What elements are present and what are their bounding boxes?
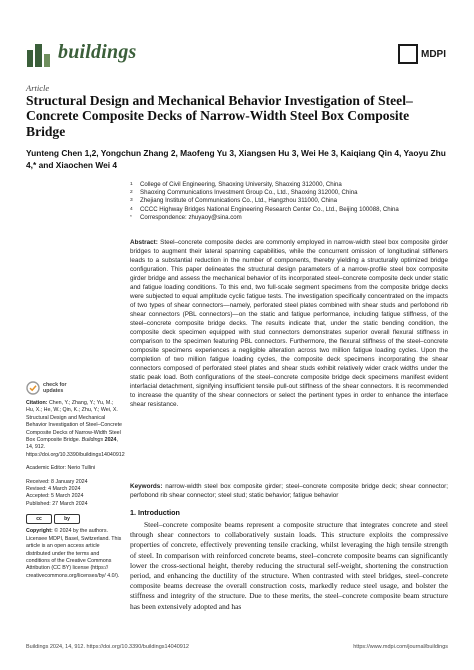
publisher-name: MDPI xyxy=(421,48,446,60)
check-for-updates-button[interactable] xyxy=(26,380,122,396)
affiliation-text: CCCC Highway Bridges National Engineering Research Center Co., Ltd., Beijing 100088, China xyxy=(140,205,399,213)
publisher-logo xyxy=(398,43,448,65)
page-footer xyxy=(26,644,448,654)
affiliation-number: 2 xyxy=(130,190,133,196)
footer-citation[interactable]: Buildings 2024, 14, 912. https://doi.org/10.3390/buildings14040912 xyxy=(26,644,189,650)
citation-volume[interactable]: , 14, 912. https://doi.org/10.3390/buildings14040912 xyxy=(26,437,125,458)
abstract xyxy=(130,238,448,409)
affiliation-item xyxy=(130,206,450,214)
received-date: Received: 8 January 2024 xyxy=(26,478,88,485)
introduction-text: Steel–concrete composite beams represent a composite structure that integrates concrete and steel through shear connectors to collaboratively sustain loads. This structure exploits the compressive properties of concrete, effectively preventing tensile cracking, whilst leveraging the high tensile strength of steel. In comparison with reinforced concrete beams, steel–concrete composite beams can significantly lower the cross-sectional height, thereby reducing the structural self-weight, shortening the construction period, and enhancing the ductility of the structure. When contrasted with steel bridges, steel–concrete composite beams decrease the overall construction costs, markedly reduce steel usage, and bolster the stiffness and integrity of the structure. Due to these merits, the steel–concrete composite beam structure has been extensively adopted and has xyxy=(130,520,448,611)
citation-label: Citation: xyxy=(26,400,48,406)
copyright-text: © 2024 by the authors. Licensee MDPI, Basel, Switzerland. This article is an open access article distributed under the terms and conditions of the Creative Commons Attribution (CC BY) license (https:// creativecommons.org/licenses/by/ 4.0/). xyxy=(26,528,122,579)
check-updates-icon xyxy=(26,381,40,395)
footer-journal-url[interactable]: https://www.mdpi.com/journal/buildings xyxy=(353,644,448,650)
section-heading: 1. Introduction xyxy=(130,508,180,517)
affiliation-number: 3 xyxy=(130,198,133,204)
journal-name: buildings xyxy=(58,41,137,63)
affiliation-text: Shaoxing Communications Investment Group Co., Ltd., Shaoxing 312000, China xyxy=(140,189,358,197)
article-type: Article xyxy=(26,83,50,93)
citation-year: 2024 xyxy=(104,437,117,444)
academic-editor: Academic Editor: Nerio Tullini xyxy=(26,465,96,472)
affiliation-item xyxy=(130,189,450,197)
correspondence-email[interactable]: Correspondence: zhuyaoy@sina.com xyxy=(140,213,242,221)
copyright xyxy=(26,528,122,580)
abstract-label: Abstract: xyxy=(130,239,158,246)
article-sidebar xyxy=(26,380,125,580)
cc-by-badge[interactable] xyxy=(26,514,122,524)
published-date: Published: 27 March 2024 xyxy=(26,500,88,507)
affiliation-text: Zhejiang Institute of Communications Co., Ltd., Hangzhou 311000, China xyxy=(140,197,338,205)
updates-line2: updates xyxy=(43,388,64,394)
mdpi-logo-icon xyxy=(398,44,418,64)
affiliation-number: 4 xyxy=(130,206,133,212)
updates-line1: check for xyxy=(43,381,67,388)
author-list: Yunteng Chen 1,2, Yongchun Zhang 2, Maofeng Yu 3, Xiangsen Hu 3, Wei He 3, Kaiqiang Qin 4, Yaoyu Zhu 4,* and Xiaochen Wei 4 xyxy=(26,148,446,170)
correspondence xyxy=(130,214,450,222)
keywords xyxy=(130,482,448,500)
affiliation-text: College of Civil Engineering, Shaoxing University, Shaoxing 312000, China xyxy=(140,181,342,188)
abstract-text: Steel–concrete composite decks are commonly employed in narrow-width steel box composite girder bridges to augment their lateral spanning capabilities, while the concurrent omission of longitudinal stiffeners leads to a substantial reduction in the number of components, thereby yielding a structurally optimized bridge configuration. This paper delineates the structural design parameters of a narrow-profile steel box composite girder bridge and assess the mechanical behavior of its incorporated steel–concrete composite deck under static and fatigue loading conditions. To this end, two full-scale segment specimens from the composite bridge decks were subjected to equal amplitude cyclic fatigue tests. The investigation specifically concentrated on the impacts of two types of shear connectors—namely, perforated steel plates combined with shear studs and perfobond rib shear connectors (PBL connectors)—on the static and fatigue performance, including fatigue stiffness, of the steel–concrete composite bridge decks. The results indicate that, under the static bending condition, the composite deck specimen equipped with stud connectors demonstrates superior overall flexural stiffness in comparison to the specimen featuring PBL connectors. Furthermore, the flexural stiffness of the steel–concrete composite specimens experiences a negligible alteration across two million fatigue loading cycles. Upon the completion of two million fatigue loading cycles, the composite deck specimens incorporating the shear connectors composed of perforated steel plates and shear studs exhibit relatively wider crack widths under the static peak load. Both configurations of the steel–concrete composite bridge deck specimens manifest evident interfacial detachment, signifying insufficient tensile pull-out stiffness of the shear connectors. It is recommended to increase the quantity of the shear connectors or select the pertinent types in order to enhance the interface shear resistance. xyxy=(130,239,449,409)
affiliation-item xyxy=(130,197,450,205)
journal-header xyxy=(26,40,448,70)
article-title: Structural Design and Mechanical Behavior Investigation of Steel–Concrete Composite Decks of Narrow-Width Steel Box Composite Bridge xyxy=(26,93,413,139)
affiliation-number: 1 xyxy=(130,182,133,187)
affiliation-item xyxy=(130,181,450,189)
by-icon: by xyxy=(54,514,80,524)
correspondence-marker: * xyxy=(130,214,132,220)
citation xyxy=(26,400,125,459)
citation-journal: Buildings xyxy=(81,437,104,444)
keywords-label: Keywords: xyxy=(130,483,163,490)
accepted-date: Accepted: 5 March 2024 xyxy=(26,493,84,500)
revised-date: Revised: 4 March 2024 xyxy=(26,486,81,493)
journal-logo-icon xyxy=(26,42,52,68)
affiliations xyxy=(130,181,450,222)
copyright-label: Copyright: xyxy=(26,528,53,535)
citation-text: Chen, Y.; Zhang, Y.; Yu, M.; Hu, X.; He, W.; Qin, K.; Zhu, Y.; Wei, X. Structural Design and Mechanical Behavior Investigation of Steel–Concrete Composite Decks of Narrow-Width Steel Box Composite Bridge. xyxy=(26,400,122,444)
dates xyxy=(26,479,122,509)
keywords-text: narrow-width steel box composite girder; steel–concrete composite bridge deck; shear connector; perfobond rib shear connector; steel stud; static behavior; fatigue behavior xyxy=(130,483,449,500)
cc-icon: cc xyxy=(26,514,52,524)
